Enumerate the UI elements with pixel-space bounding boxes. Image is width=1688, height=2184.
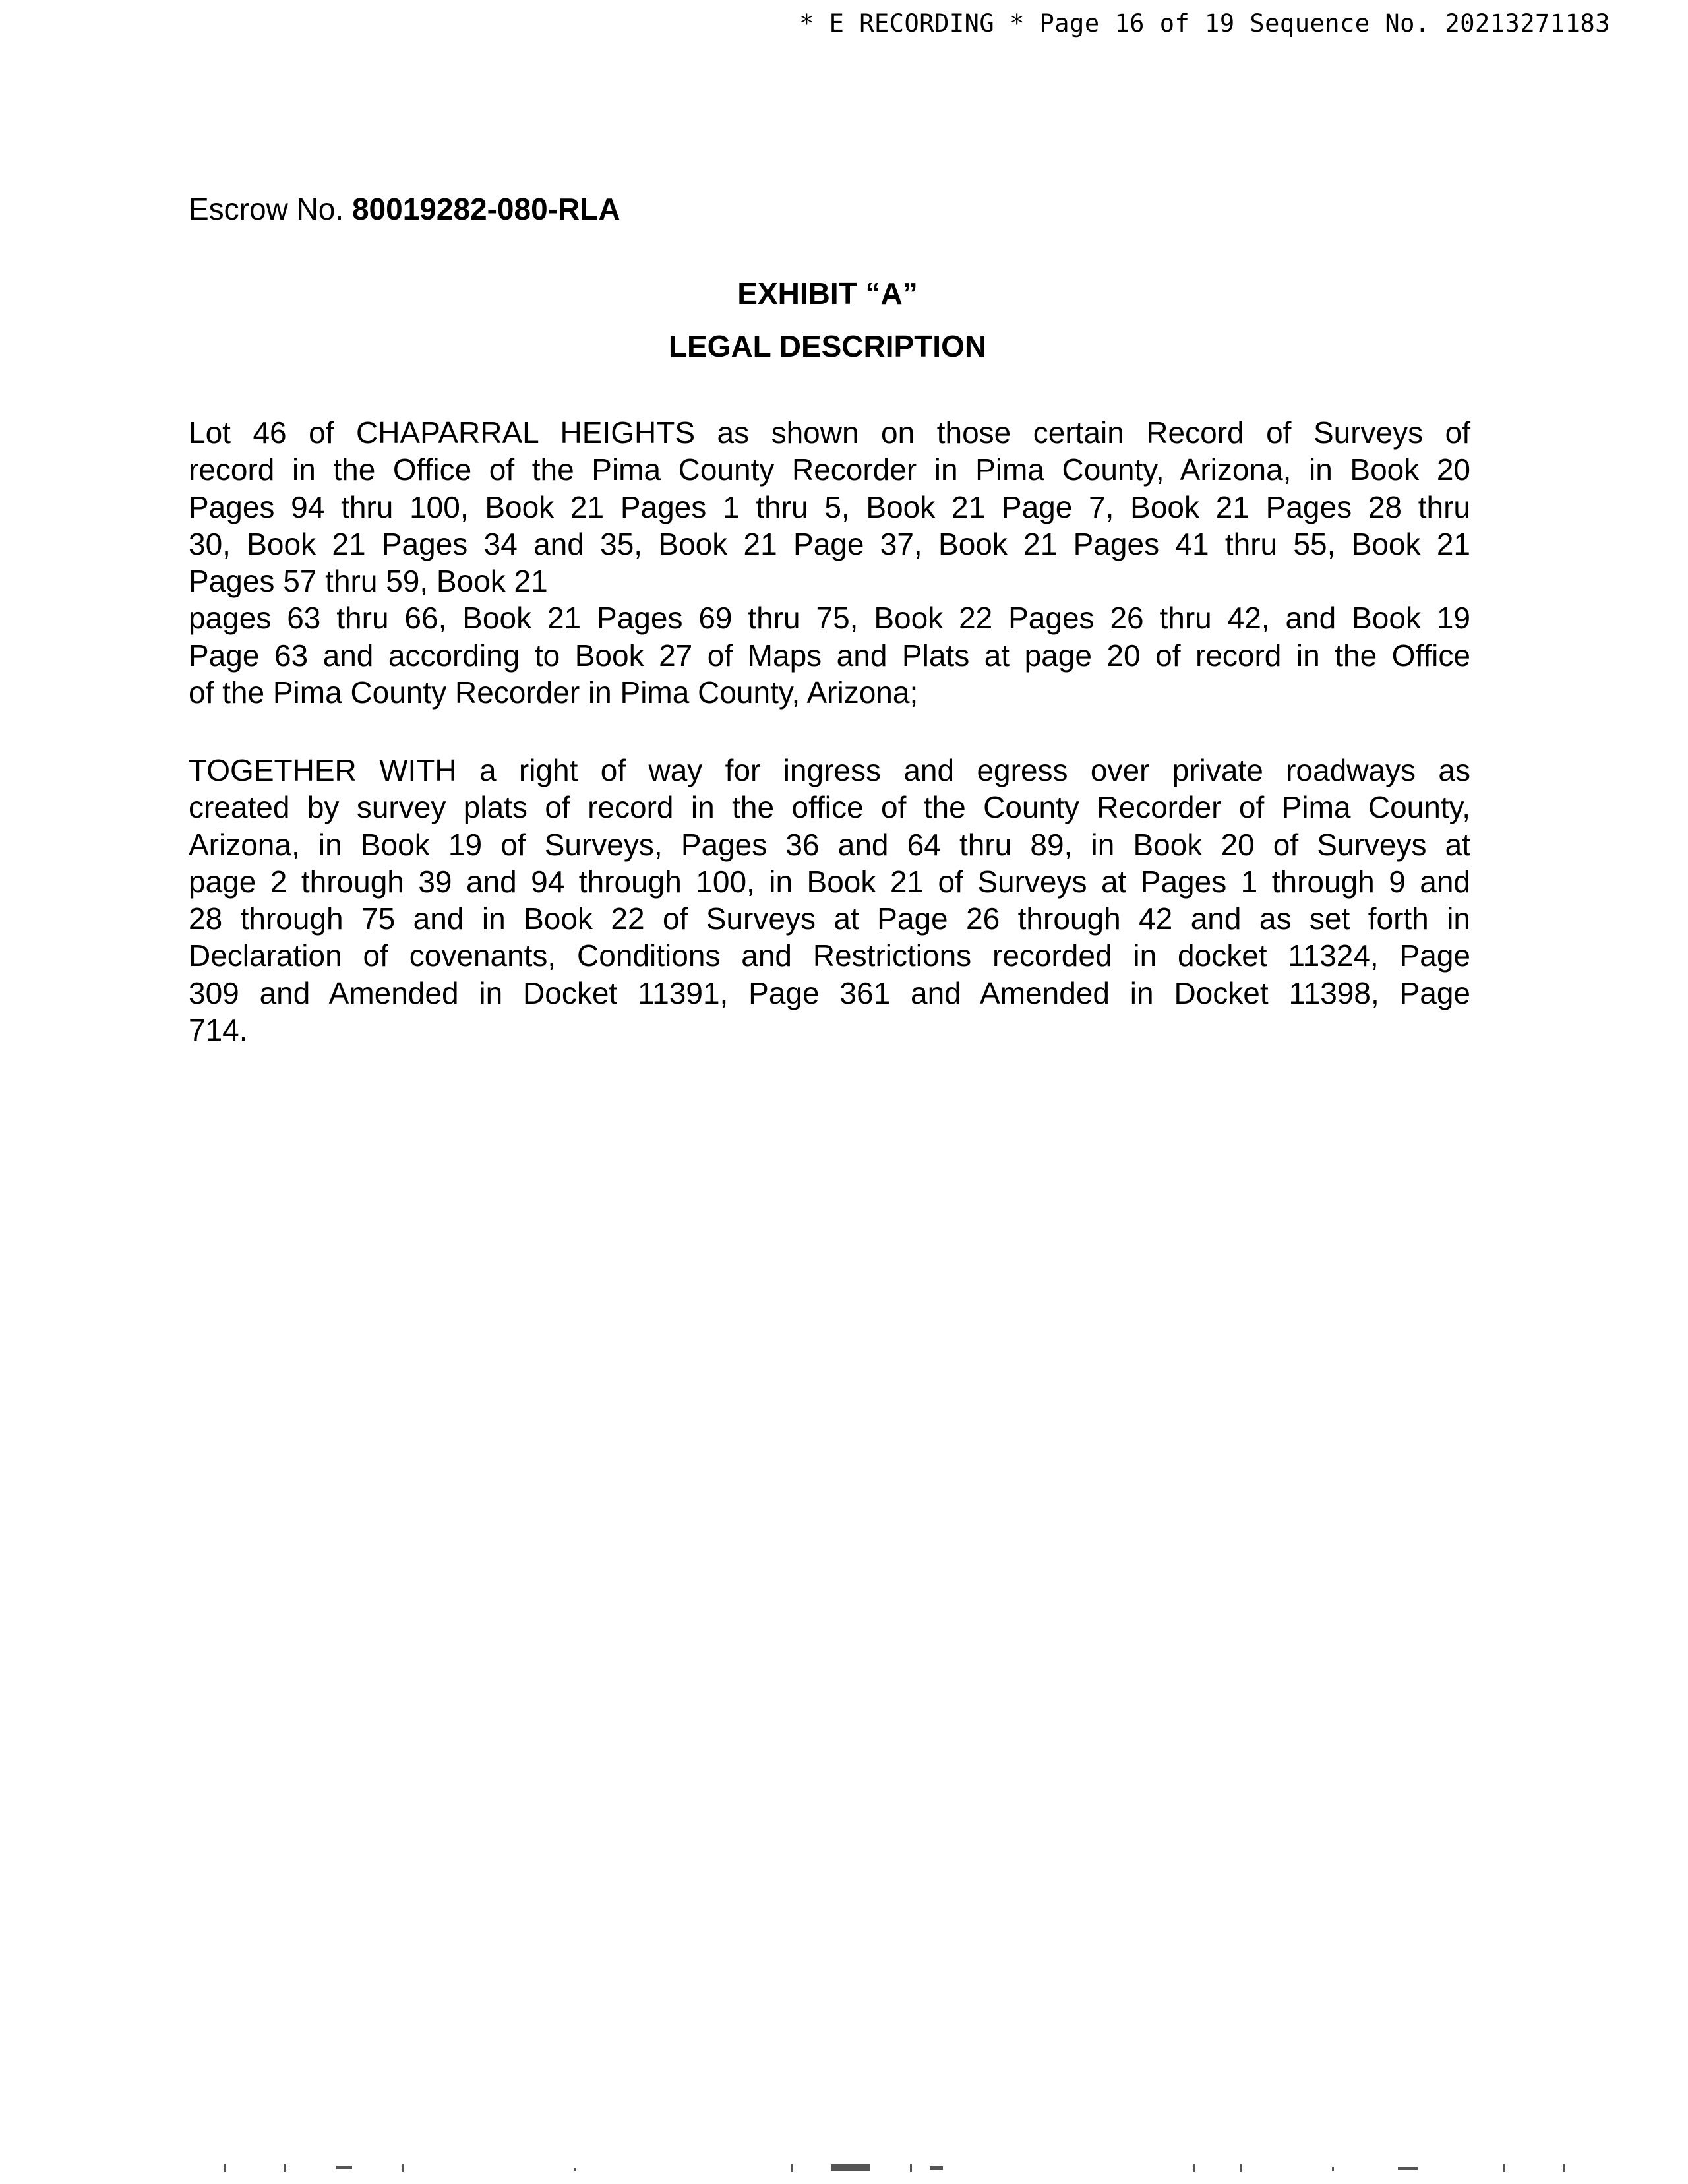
escrow-label: Escrow No. xyxy=(189,192,344,226)
together-with-paragraph xyxy=(189,752,1470,1048)
paragraph-line: TOGETHER WITH a right of way for ingress and egress over private roadways as xyxy=(189,753,1470,787)
paragraph-line: Pages 57 thru 59, Book 21 xyxy=(189,564,548,599)
paragraph-line: 28 through 75 and in Book 22 of Surveys at Page 26 through 42 and as set forth in xyxy=(189,901,1470,936)
paragraph-line: Page 63 and according to Book 27 of Maps and Plats at page 20 of record in the Office xyxy=(189,638,1470,673)
recording-header: * E RECORDING * Page 16 of 19 Sequence No. 20213271183 xyxy=(799,9,1610,38)
paragraph-line: record in the Office of the Pima County Recorder in Pima County, Arizona, in Book 20 xyxy=(189,452,1470,487)
scan-artifact-marks xyxy=(211,2164,1596,2173)
escrow-number: 80019282-080-RLA xyxy=(351,192,620,226)
paragraph-line: 309 and Amended in Docket 11391, Page 361 and Amended in Docket 11398, Page xyxy=(189,975,1470,1010)
paragraph-line: page 2 through 39 and 94 through 100, in Book 21 of Surveys at Pages 1 through 9 and xyxy=(189,864,1470,899)
paragraph-line: Pages 94 thru 100, Book 21 Pages 1 thru 5, Book 21 Page 7, Book 21 Pages 28 thru xyxy=(189,489,1470,524)
escrow-line xyxy=(189,191,620,227)
section-title: LEGAL DESCRIPTION xyxy=(668,329,987,363)
paragraph-line: created by survey plats of record in the office of the County Recorder of Pima County, xyxy=(189,790,1470,825)
paragraph-line: Arizona, in Book 19 of Surveys, Pages 36 and 64 thru 89, in Book 20 of Surveys at xyxy=(189,827,1470,862)
paragraph-line: Declaration of covenants, Conditions and Restrictions recorded in docket 11324, Page xyxy=(189,938,1470,973)
paragraph-line: 714. xyxy=(189,1013,248,1048)
paragraph-line: Lot 46 of CHAPARRAL HEIGHTS as shown on those certain Record of Surveys of xyxy=(189,415,1470,450)
paragraph-line: pages 63 thru 66, Book 21 Pages 69 thru 75, Book 22 Pages 26 thru 42, and Book 19 xyxy=(189,601,1470,636)
legal-description-paragraph xyxy=(189,414,1470,711)
paragraph-line: 30, Book 21 Pages 34 and 35, Book 21 Page 37, Book 21 Pages 41 thru 55, Book 21 xyxy=(189,526,1470,561)
exhibit-title: EXHIBIT “A” xyxy=(737,276,918,311)
paragraph-line: of the Pima County Recorder in Pima County, Arizona; xyxy=(189,675,919,710)
